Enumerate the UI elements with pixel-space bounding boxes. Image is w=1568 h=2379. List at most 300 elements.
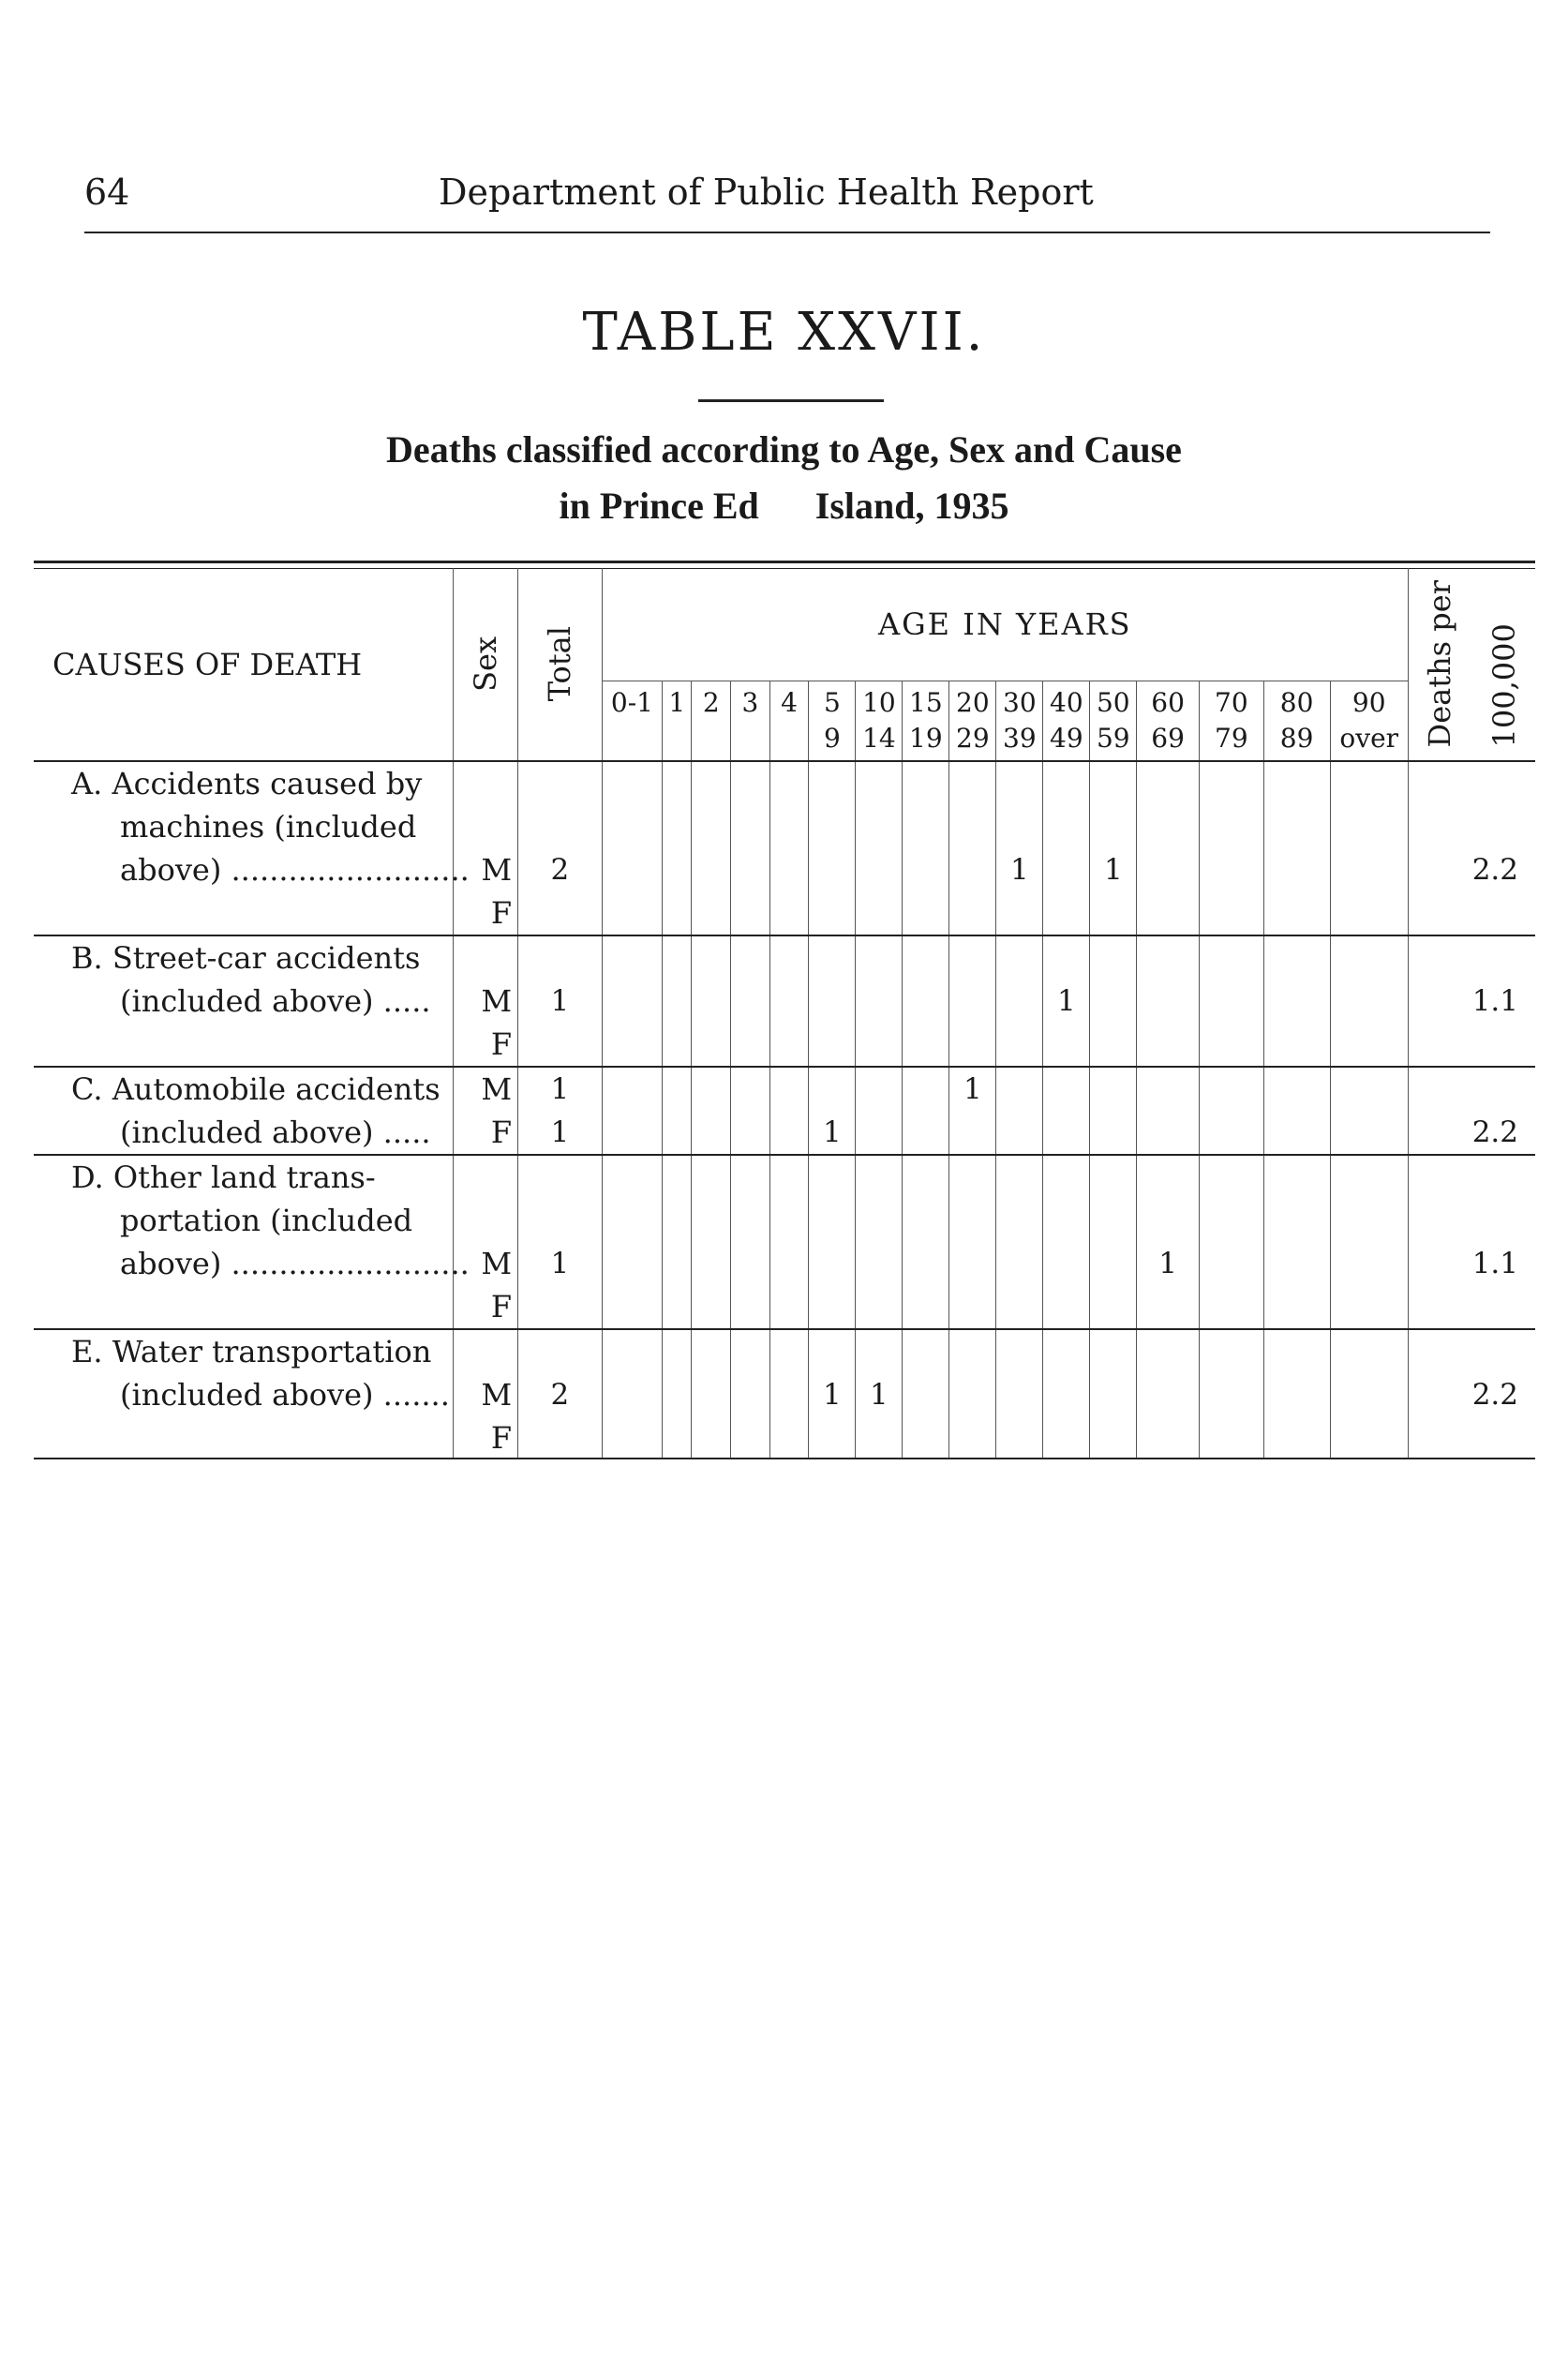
rate-cell <box>1408 1285 1535 1329</box>
total-cell: 1 <box>518 1111 603 1155</box>
age-count-cell <box>692 1285 731 1329</box>
age-count-cell <box>602 1373 663 1416</box>
age-count-cell <box>663 1155 692 1199</box>
age-column-label-top: 10 <box>862 687 896 718</box>
age-count-cell <box>1263 761 1330 805</box>
age-count-cell <box>903 891 949 935</box>
rate-cell: 2.2 <box>1408 1111 1535 1155</box>
rate-header-line-2: 100,000 <box>1486 623 1523 748</box>
age-count-cell <box>949 935 996 980</box>
age-column-label-bottom: 89 <box>1279 723 1314 754</box>
age-count-cell <box>769 1285 809 1329</box>
sex-header-cell <box>454 568 518 761</box>
age-column-header <box>903 681 949 762</box>
age-count-cell <box>1199 1242 1263 1285</box>
age-count-cell <box>1137 891 1200 935</box>
rate-cell: 1.1 <box>1408 1242 1535 1285</box>
age-count-cell <box>731 980 770 1023</box>
age-column-header <box>663 681 692 762</box>
running-title: Department of Public Health Report <box>439 172 1094 213</box>
age-count-cell <box>1090 1111 1137 1155</box>
age-count-cell <box>1330 1285 1408 1329</box>
age-count-cell <box>663 980 692 1023</box>
age-count-cell <box>731 1199 770 1242</box>
age-count-cell <box>996 1285 1043 1329</box>
age-count-cell <box>1263 1155 1330 1199</box>
rate-header-line-1: Deaths per <box>1421 580 1457 748</box>
age-count-cell <box>903 1242 949 1285</box>
age-count-cell <box>996 891 1043 935</box>
age-column-label-bottom: over <box>1339 723 1399 754</box>
age-count-cell <box>1043 1199 1090 1242</box>
age-column-header <box>809 681 856 762</box>
age-count-cell <box>602 1111 663 1155</box>
age-count-cell <box>1043 805 1090 848</box>
age-count-cell <box>1199 1067 1263 1111</box>
cause-label: (included above) ..... <box>120 1115 431 1150</box>
table-row <box>34 1242 1535 1285</box>
rate-cell: 2.2 <box>1408 848 1535 891</box>
age-count-cell <box>1043 935 1090 980</box>
age-column-header <box>692 681 731 762</box>
age-count-cell <box>1263 980 1330 1023</box>
age-column-header <box>1199 681 1263 762</box>
age-count-cell <box>602 1155 663 1199</box>
age-count-cell <box>949 1416 996 1459</box>
age-count-cell <box>856 1329 903 1373</box>
total-cell: 2 <box>518 848 603 891</box>
age-in-years-header: AGE IN YEARS <box>602 568 1408 681</box>
age-count-cell <box>949 980 996 1023</box>
table-row <box>34 848 1535 891</box>
age-count-cell <box>856 805 903 848</box>
table-row <box>34 761 1535 805</box>
age-count-cell <box>996 1373 1043 1416</box>
age-column-label-top: 4 <box>781 687 798 718</box>
age-count-cell <box>903 848 949 891</box>
age-count-cell <box>731 1067 770 1111</box>
age-count-cell <box>1263 1111 1330 1155</box>
age-count-cell <box>903 1155 949 1199</box>
table-row <box>34 1067 1535 1111</box>
total-cell <box>518 1329 603 1373</box>
age-count-cell <box>731 1242 770 1285</box>
rate-cell <box>1408 1023 1535 1067</box>
age-count-cell <box>731 1416 770 1459</box>
age-count-cell <box>769 1329 809 1373</box>
age-count-cell <box>809 935 856 980</box>
age-count-cell <box>996 1111 1043 1155</box>
age-count-cell <box>809 980 856 1023</box>
age-count-cell <box>602 1199 663 1242</box>
age-count-cell <box>602 935 663 980</box>
age-count-cell <box>1090 1155 1137 1199</box>
age-count-cell <box>769 891 809 935</box>
age-column-label-top: 5 <box>823 687 841 718</box>
age-count-cell <box>1090 1285 1137 1329</box>
age-count-cell <box>856 1285 903 1329</box>
total-cell <box>518 935 603 980</box>
age-column-header <box>996 681 1043 762</box>
age-count-cell <box>856 1023 903 1067</box>
age-count-cell <box>769 1155 809 1199</box>
age-column-header <box>1263 681 1330 762</box>
rate-cell <box>1408 891 1535 935</box>
age-count-cell <box>949 1329 996 1373</box>
age-count-cell <box>1199 1416 1263 1459</box>
cause-label <box>34 1023 454 1067</box>
age-count-cell <box>731 1329 770 1373</box>
age-count-cell <box>602 980 663 1023</box>
age-count-cell <box>692 1111 731 1155</box>
age-count-cell <box>1043 761 1090 805</box>
age-count-cell: 1 <box>1043 980 1090 1023</box>
cause-label: D. Other land trans- <box>34 1155 454 1199</box>
age-count-cell <box>1043 891 1090 935</box>
age-count-cell <box>856 761 903 805</box>
age-count-cell <box>602 1023 663 1067</box>
age-count-cell <box>856 1242 903 1285</box>
age-count-cell <box>856 1416 903 1459</box>
age-count-cell <box>1263 1023 1330 1067</box>
age-count-cell <box>949 1111 996 1155</box>
age-count-cell <box>769 1023 809 1067</box>
age-count-cell <box>903 1067 949 1111</box>
age-count-cell <box>1090 761 1137 805</box>
sex-cell <box>454 1199 518 1242</box>
age-count-cell <box>1263 1242 1330 1285</box>
age-count-cell <box>1330 1199 1408 1242</box>
running-head <box>84 172 1490 228</box>
age-count-cell <box>731 935 770 980</box>
age-count-cell <box>769 848 809 891</box>
age-column-label-top: 80 <box>1279 687 1314 718</box>
age-column-header <box>856 681 903 762</box>
age-column-label-bottom: 69 <box>1151 723 1185 754</box>
age-count-cell <box>856 1199 903 1242</box>
age-count-cell <box>692 805 731 848</box>
age-count-cell <box>731 805 770 848</box>
age-count-cell <box>1043 1155 1090 1199</box>
age-count-cell <box>903 1373 949 1416</box>
cause-label: E. Water transportation <box>34 1329 454 1373</box>
age-count-cell <box>731 1285 770 1329</box>
age-count-cell <box>949 1199 996 1242</box>
age-column-header <box>731 681 770 762</box>
age-count-cell <box>769 1067 809 1111</box>
age-count-cell <box>692 848 731 891</box>
rate-cell: 2.2 <box>1408 1373 1535 1416</box>
causes-of-death-header: CAUSES OF DEATH <box>52 646 363 682</box>
age-count-cell <box>769 980 809 1023</box>
age-count-cell <box>663 1111 692 1155</box>
age-count-cell <box>1199 980 1263 1023</box>
age-count-cell: 1 <box>1090 848 1137 891</box>
age-count-cell <box>769 1242 809 1285</box>
age-count-cell <box>1199 1199 1263 1242</box>
age-count-cell <box>809 848 856 891</box>
age-count-cell <box>1263 805 1330 848</box>
age-count-cell <box>692 761 731 805</box>
age-count-cell <box>1199 848 1263 891</box>
age-count-cell <box>731 1155 770 1199</box>
age-count-cell <box>949 1155 996 1199</box>
rate-cell: 1.1 <box>1408 980 1535 1023</box>
table-title: TABLE XXVII. <box>582 302 986 363</box>
cause-label <box>34 1285 454 1329</box>
age-count-cell <box>1137 1329 1200 1373</box>
age-count-cell <box>903 1199 949 1242</box>
age-count-cell <box>663 891 692 935</box>
age-count-cell <box>949 1023 996 1067</box>
age-column-label-bottom: 19 <box>909 723 943 754</box>
rate-cell <box>1408 1067 1535 1111</box>
age-count-cell <box>1090 1416 1137 1459</box>
age-count-cell <box>1263 891 1330 935</box>
age-count-cell <box>809 1242 856 1285</box>
age-count-cell <box>1090 1199 1137 1242</box>
age-count-cell <box>996 1155 1043 1199</box>
sex-cell: F <box>454 1111 518 1155</box>
table-row <box>34 1023 1535 1067</box>
age-count-cell <box>856 935 903 980</box>
age-column-header <box>769 681 809 762</box>
total-cell <box>518 891 603 935</box>
age-count-cell <box>1137 848 1200 891</box>
age-count-cell <box>1090 1067 1137 1111</box>
age-count-cell: 1 <box>809 1111 856 1155</box>
age-column-label-bottom: 79 <box>1215 723 1248 754</box>
age-count-cell <box>856 1067 903 1111</box>
age-count-cell <box>1330 1416 1408 1459</box>
total-cell <box>518 1023 603 1067</box>
age-count-cell <box>1137 935 1200 980</box>
age-count-cell <box>602 1242 663 1285</box>
age-count-cell <box>1199 1285 1263 1329</box>
age-count-cell <box>1199 1023 1263 1067</box>
sex-cell <box>454 805 518 848</box>
age-count-cell <box>1263 1067 1330 1111</box>
age-count-cell <box>663 1199 692 1242</box>
table-row <box>34 805 1535 848</box>
total-header: Total <box>542 626 578 702</box>
table-row <box>34 980 1535 1023</box>
age-count-cell <box>949 1285 996 1329</box>
age-count-cell <box>1043 1373 1090 1416</box>
table-subtitle-line-1: Deaths classified according to Age, Sex and Cause <box>386 428 1182 471</box>
age-count-cell <box>1330 761 1408 805</box>
age-count-cell: 1 <box>856 1373 903 1416</box>
sex-cell: M <box>454 1373 518 1416</box>
age-column-label-top: 50 <box>1096 687 1130 718</box>
age-count-cell <box>1137 761 1200 805</box>
age-count-cell: 1 <box>949 1067 996 1111</box>
age-count-cell <box>1199 1111 1263 1155</box>
age-count-cell <box>996 1067 1043 1111</box>
table-bottom-rule <box>34 1458 1535 1459</box>
sex-cell <box>454 935 518 980</box>
age-count-cell <box>809 1155 856 1199</box>
total-cell <box>518 1199 603 1242</box>
age-count-cell <box>903 761 949 805</box>
age-count-cell <box>1137 805 1200 848</box>
sex-header: Sex <box>468 636 504 692</box>
table-row <box>34 1155 1535 1199</box>
age-count-cell <box>692 1067 731 1111</box>
age-count-cell <box>856 1111 903 1155</box>
total-cell: 1 <box>518 980 603 1023</box>
age-count-cell <box>996 1416 1043 1459</box>
age-count-cell <box>663 805 692 848</box>
age-count-cell <box>1330 1329 1408 1373</box>
age-count-cell <box>1199 935 1263 980</box>
age-count-cell <box>949 848 996 891</box>
age-column-label-bottom: 9 <box>823 723 841 754</box>
age-count-cell <box>692 980 731 1023</box>
age-count-cell <box>856 980 903 1023</box>
age-count-cell <box>903 805 949 848</box>
age-count-cell <box>1090 935 1137 980</box>
age-column-label-top: 2 <box>702 687 720 718</box>
cause-label: A. Accidents caused by <box>34 761 454 805</box>
age-count-cell <box>809 1329 856 1373</box>
age-count-cell <box>692 1416 731 1459</box>
age-count-cell <box>1199 1373 1263 1416</box>
age-count-cell <box>1090 1023 1137 1067</box>
sex-cell: F <box>454 1416 518 1459</box>
cause-label <box>34 891 454 935</box>
sex-cell: M <box>454 848 518 891</box>
cause-label: C. Automobile accidents <box>34 1067 454 1111</box>
age-column-label-top: 15 <box>909 687 943 718</box>
age-count-cell <box>692 1023 731 1067</box>
age-count-cell <box>692 1373 731 1416</box>
age-count-cell <box>996 1329 1043 1373</box>
age-column-label-top: 1 <box>668 687 686 718</box>
total-cell <box>518 1155 603 1199</box>
age-count-cell <box>663 848 692 891</box>
age-column-label-bottom <box>731 721 769 756</box>
age-count-cell <box>769 1416 809 1459</box>
total-cell: 1 <box>518 1242 603 1285</box>
sex-cell: M <box>454 980 518 1023</box>
age-count-cell <box>809 1285 856 1329</box>
rate-cell <box>1408 761 1535 805</box>
rate-cell <box>1408 1329 1535 1373</box>
table-subtitle-line-2: in Prince Ed Island, 1935 <box>559 485 1009 527</box>
age-count-cell <box>663 1285 692 1329</box>
cause-label: (included above) ..... <box>120 983 431 1019</box>
age-count-cell <box>949 891 996 935</box>
age-count-cell <box>1090 1373 1137 1416</box>
rate-cell <box>1408 805 1535 848</box>
cause-label: portation (included <box>120 1203 413 1238</box>
age-count-cell <box>1330 848 1408 891</box>
header-rule <box>84 232 1490 233</box>
age-count-cell <box>692 1199 731 1242</box>
age-count-cell <box>1090 805 1137 848</box>
age-count-cell <box>856 891 903 935</box>
age-count-cell <box>1137 1111 1200 1155</box>
age-count-cell <box>1330 980 1408 1023</box>
age-column-label-bottom: 39 <box>1003 723 1037 754</box>
age-count-cell <box>663 1067 692 1111</box>
sex-cell: F <box>454 891 518 935</box>
age-count-cell <box>1043 1285 1090 1329</box>
table-row <box>34 935 1535 980</box>
cause-label <box>34 1416 454 1459</box>
age-count-cell <box>1043 848 1090 891</box>
table-row <box>34 1373 1535 1416</box>
age-count-cell <box>856 1155 903 1199</box>
age-count-cell <box>1043 1329 1090 1373</box>
age-count-cell <box>1330 1155 1408 1199</box>
sex-cell <box>454 761 518 805</box>
age-count-cell <box>1043 1242 1090 1285</box>
age-count-cell <box>663 1373 692 1416</box>
table-row <box>34 1416 1535 1459</box>
age-count-cell <box>769 1373 809 1416</box>
age-count-cell: 1 <box>996 848 1043 891</box>
title-rule <box>698 399 884 402</box>
age-count-cell <box>903 980 949 1023</box>
table-top-rule <box>34 561 1535 563</box>
age-column-label-bottom: 14 <box>862 723 896 754</box>
age-count-cell <box>1263 848 1330 891</box>
age-count-cell <box>1199 761 1263 805</box>
age-count-cell <box>996 761 1043 805</box>
age-count-cell: 1 <box>1137 1242 1200 1285</box>
table-row <box>34 1285 1535 1329</box>
age-count-cell <box>769 1199 809 1242</box>
age-count-cell <box>663 1242 692 1285</box>
age-count-cell <box>731 1111 770 1155</box>
total-cell <box>518 805 603 848</box>
age-column-label-top: 40 <box>1050 687 1083 718</box>
cause-label: machines (included <box>120 809 417 845</box>
total-cell: 1 <box>518 1067 603 1111</box>
sex-cell: F <box>454 1023 518 1067</box>
age-count-cell <box>1263 1416 1330 1459</box>
rate-cell <box>1408 1155 1535 1199</box>
age-count-cell <box>731 761 770 805</box>
rate-cell <box>1408 1416 1535 1459</box>
age-count-cell <box>903 935 949 980</box>
age-column-header <box>1090 681 1137 762</box>
age-count-cell <box>1330 1067 1408 1111</box>
age-count-cell <box>602 1067 663 1111</box>
age-count-cell <box>602 761 663 805</box>
age-count-cell <box>602 805 663 848</box>
age-column-label-bottom: 49 <box>1050 723 1083 754</box>
age-count-cell <box>1263 1329 1330 1373</box>
age-count-cell <box>769 761 809 805</box>
age-count-cell <box>1199 1155 1263 1199</box>
age-count-cell <box>1137 1373 1200 1416</box>
age-count-cell <box>1330 805 1408 848</box>
age-column-label-top: 0-1 <box>610 687 653 718</box>
age-count-cell <box>1330 891 1408 935</box>
age-count-cell <box>1090 891 1137 935</box>
age-count-cell <box>996 1242 1043 1285</box>
age-count-cell <box>602 1329 663 1373</box>
sex-cell: F <box>454 1285 518 1329</box>
age-column-header <box>949 681 996 762</box>
age-count-cell <box>1137 1067 1200 1111</box>
sex-cell <box>454 1155 518 1199</box>
age-count-cell <box>1043 1111 1090 1155</box>
age-count-cell <box>602 891 663 935</box>
